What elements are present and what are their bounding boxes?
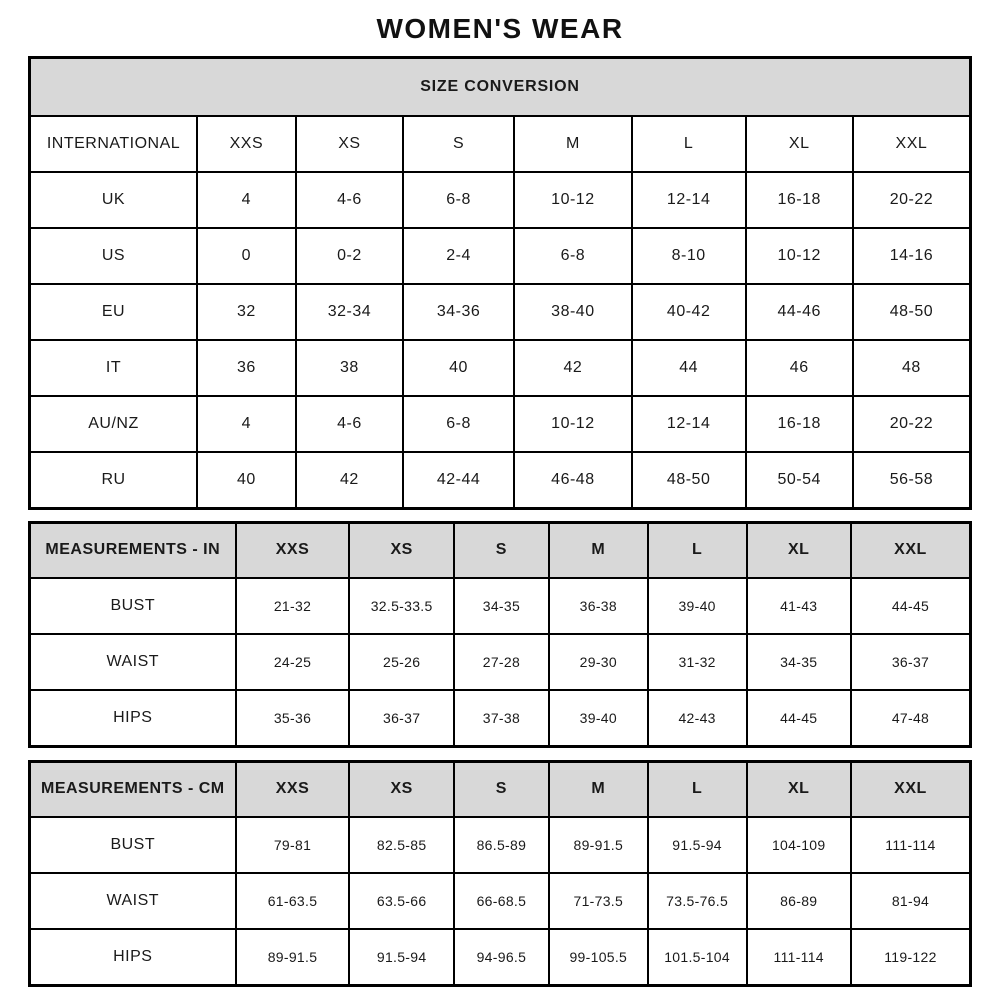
measurements-in-table bbox=[28, 521, 972, 748]
value-cell: 34-36 bbox=[403, 284, 514, 340]
value-cell: 40 bbox=[197, 452, 296, 508]
row-label: RU bbox=[30, 452, 197, 508]
value-cell: 32 bbox=[197, 284, 296, 340]
value-cell: 36-37 bbox=[349, 690, 453, 746]
value-cell: 4-6 bbox=[296, 396, 403, 452]
value-cell: 24-25 bbox=[236, 634, 350, 690]
row-label: UK bbox=[30, 172, 197, 228]
table-row bbox=[30, 228, 971, 284]
value-cell: 31-32 bbox=[648, 634, 747, 690]
value-cell: 0-2 bbox=[296, 228, 403, 284]
value-cell: 36-37 bbox=[851, 634, 971, 690]
tables-container bbox=[0, 56, 1000, 987]
value-cell: 14-16 bbox=[853, 228, 971, 284]
value-cell: 29-30 bbox=[549, 634, 648, 690]
column-header-s: S bbox=[403, 116, 514, 172]
value-cell: 50-54 bbox=[746, 452, 853, 508]
value-cell: 56-58 bbox=[853, 452, 971, 508]
table-row bbox=[30, 690, 971, 746]
table-row bbox=[30, 817, 971, 873]
value-cell: 91.5-94 bbox=[349, 929, 453, 985]
value-cell: 12-14 bbox=[632, 396, 746, 452]
value-cell: 6-8 bbox=[403, 396, 514, 452]
column-header-xxl: XXL bbox=[853, 116, 971, 172]
measurements-cm-label-header: MEASUREMENTS - CM bbox=[30, 761, 236, 817]
column-header-xs: XS bbox=[349, 761, 453, 817]
value-cell: 111-114 bbox=[851, 817, 971, 873]
column-header-xl: XL bbox=[746, 116, 853, 172]
value-cell: 44 bbox=[632, 340, 746, 396]
column-header-m: M bbox=[549, 522, 648, 578]
value-cell: 79-81 bbox=[236, 817, 350, 873]
value-cell: 27-28 bbox=[454, 634, 549, 690]
value-cell: 0 bbox=[197, 228, 296, 284]
value-cell: 12-14 bbox=[632, 172, 746, 228]
column-header-s: S bbox=[454, 522, 549, 578]
value-cell: 42-43 bbox=[648, 690, 747, 746]
value-cell: 20-22 bbox=[853, 396, 971, 452]
column-header-xxl: XXL bbox=[851, 522, 971, 578]
row-label: BUST bbox=[30, 578, 236, 634]
table-row bbox=[30, 929, 971, 985]
table-row bbox=[30, 873, 971, 929]
value-cell: 119-122 bbox=[851, 929, 971, 985]
column-header-xs: XS bbox=[349, 522, 453, 578]
row-label: WAIST bbox=[30, 634, 236, 690]
value-cell: 39-40 bbox=[549, 690, 648, 746]
value-cell: 41-43 bbox=[747, 578, 851, 634]
value-cell: 91.5-94 bbox=[648, 817, 747, 873]
value-cell: 10-12 bbox=[746, 228, 853, 284]
value-cell: 2-4 bbox=[403, 228, 514, 284]
value-cell: 44-45 bbox=[747, 690, 851, 746]
value-cell: 101.5-104 bbox=[648, 929, 747, 985]
value-cell: 86.5-89 bbox=[454, 817, 549, 873]
measurements-in-label-header: MEASUREMENTS - IN bbox=[30, 522, 236, 578]
row-label: BUST bbox=[30, 817, 236, 873]
value-cell: 48-50 bbox=[853, 284, 971, 340]
row-label: EU bbox=[30, 284, 197, 340]
row-label: US bbox=[30, 228, 197, 284]
column-header-xxs: XXS bbox=[236, 761, 350, 817]
value-cell: 94-96.5 bbox=[454, 929, 549, 985]
value-cell: 42-44 bbox=[403, 452, 514, 508]
value-cell: 66-68.5 bbox=[454, 873, 549, 929]
value-cell: 21-32 bbox=[236, 578, 350, 634]
row-label: AU/NZ bbox=[30, 396, 197, 452]
value-cell: 36-38 bbox=[549, 578, 648, 634]
value-cell: 4-6 bbox=[296, 172, 403, 228]
row-label: WAIST bbox=[30, 873, 236, 929]
size-conversion-merged-header: SIZE CONVERSION bbox=[30, 58, 971, 117]
value-cell: 4 bbox=[197, 172, 296, 228]
column-header-xxs: XXS bbox=[197, 116, 296, 172]
column-header-xs: XS bbox=[296, 116, 403, 172]
value-cell: 111-114 bbox=[747, 929, 851, 985]
column-header-xl: XL bbox=[747, 761, 851, 817]
value-cell: 61-63.5 bbox=[236, 873, 350, 929]
value-cell: 89-91.5 bbox=[236, 929, 350, 985]
measurements-in-header-row bbox=[30, 522, 971, 578]
value-cell: 37-38 bbox=[454, 690, 549, 746]
row-label: HIPS bbox=[30, 929, 236, 985]
value-cell: 38-40 bbox=[514, 284, 632, 340]
value-cell: 42 bbox=[514, 340, 632, 396]
column-header-xl: XL bbox=[747, 522, 851, 578]
value-cell: 25-26 bbox=[349, 634, 453, 690]
column-header-s: S bbox=[454, 761, 549, 817]
value-cell: 36 bbox=[197, 340, 296, 396]
value-cell: 63.5-66 bbox=[349, 873, 453, 929]
column-header-m: M bbox=[514, 116, 632, 172]
table-row bbox=[30, 172, 971, 228]
value-cell: 39-40 bbox=[648, 578, 747, 634]
page-title: WOMEN'S WEAR bbox=[376, 13, 624, 44]
value-cell: 42 bbox=[296, 452, 403, 508]
size-conversion-label-header: INTERNATIONAL bbox=[30, 116, 197, 172]
value-cell: 44-45 bbox=[851, 578, 971, 634]
value-cell: 10-12 bbox=[514, 396, 632, 452]
value-cell: 34-35 bbox=[454, 578, 549, 634]
column-header-xxl: XXL bbox=[851, 761, 971, 817]
value-cell: 6-8 bbox=[514, 228, 632, 284]
value-cell: 10-12 bbox=[514, 172, 632, 228]
value-cell: 47-48 bbox=[851, 690, 971, 746]
value-cell: 32-34 bbox=[296, 284, 403, 340]
value-cell: 81-94 bbox=[851, 873, 971, 929]
column-header-xxs: XXS bbox=[236, 522, 350, 578]
value-cell: 104-109 bbox=[747, 817, 851, 873]
table-row bbox=[30, 396, 971, 452]
table-row bbox=[30, 340, 971, 396]
value-cell: 16-18 bbox=[746, 396, 853, 452]
value-cell: 44-46 bbox=[746, 284, 853, 340]
value-cell: 16-18 bbox=[746, 172, 853, 228]
value-cell: 99-105.5 bbox=[549, 929, 648, 985]
table-row bbox=[30, 578, 971, 634]
value-cell: 4 bbox=[197, 396, 296, 452]
value-cell: 48-50 bbox=[632, 452, 746, 508]
value-cell: 8-10 bbox=[632, 228, 746, 284]
column-header-l: L bbox=[648, 761, 747, 817]
value-cell: 32.5-33.5 bbox=[349, 578, 453, 634]
value-cell: 20-22 bbox=[853, 172, 971, 228]
size-conversion-header-row bbox=[30, 116, 971, 172]
size-conversion-merged-header-row bbox=[30, 58, 971, 117]
value-cell: 38 bbox=[296, 340, 403, 396]
row-label: HIPS bbox=[30, 690, 236, 746]
table-row bbox=[30, 284, 971, 340]
value-cell: 40-42 bbox=[632, 284, 746, 340]
measurements-cm-header-row bbox=[30, 761, 971, 817]
value-cell: 46 bbox=[746, 340, 853, 396]
column-header-l: L bbox=[648, 522, 747, 578]
value-cell: 86-89 bbox=[747, 873, 851, 929]
value-cell: 89-91.5 bbox=[549, 817, 648, 873]
value-cell: 34-35 bbox=[747, 634, 851, 690]
column-header-m: M bbox=[549, 761, 648, 817]
table-row bbox=[30, 452, 971, 508]
value-cell: 82.5-85 bbox=[349, 817, 453, 873]
row-label: IT bbox=[30, 340, 197, 396]
size-conversion-table bbox=[28, 56, 972, 510]
table-row bbox=[30, 634, 971, 690]
value-cell: 6-8 bbox=[403, 172, 514, 228]
measurements-cm-table bbox=[28, 760, 972, 987]
value-cell: 35-36 bbox=[236, 690, 350, 746]
value-cell: 73.5-76.5 bbox=[648, 873, 747, 929]
column-header-l: L bbox=[632, 116, 746, 172]
value-cell: 71-73.5 bbox=[549, 873, 648, 929]
value-cell: 48 bbox=[853, 340, 971, 396]
value-cell: 46-48 bbox=[514, 452, 632, 508]
value-cell: 40 bbox=[403, 340, 514, 396]
